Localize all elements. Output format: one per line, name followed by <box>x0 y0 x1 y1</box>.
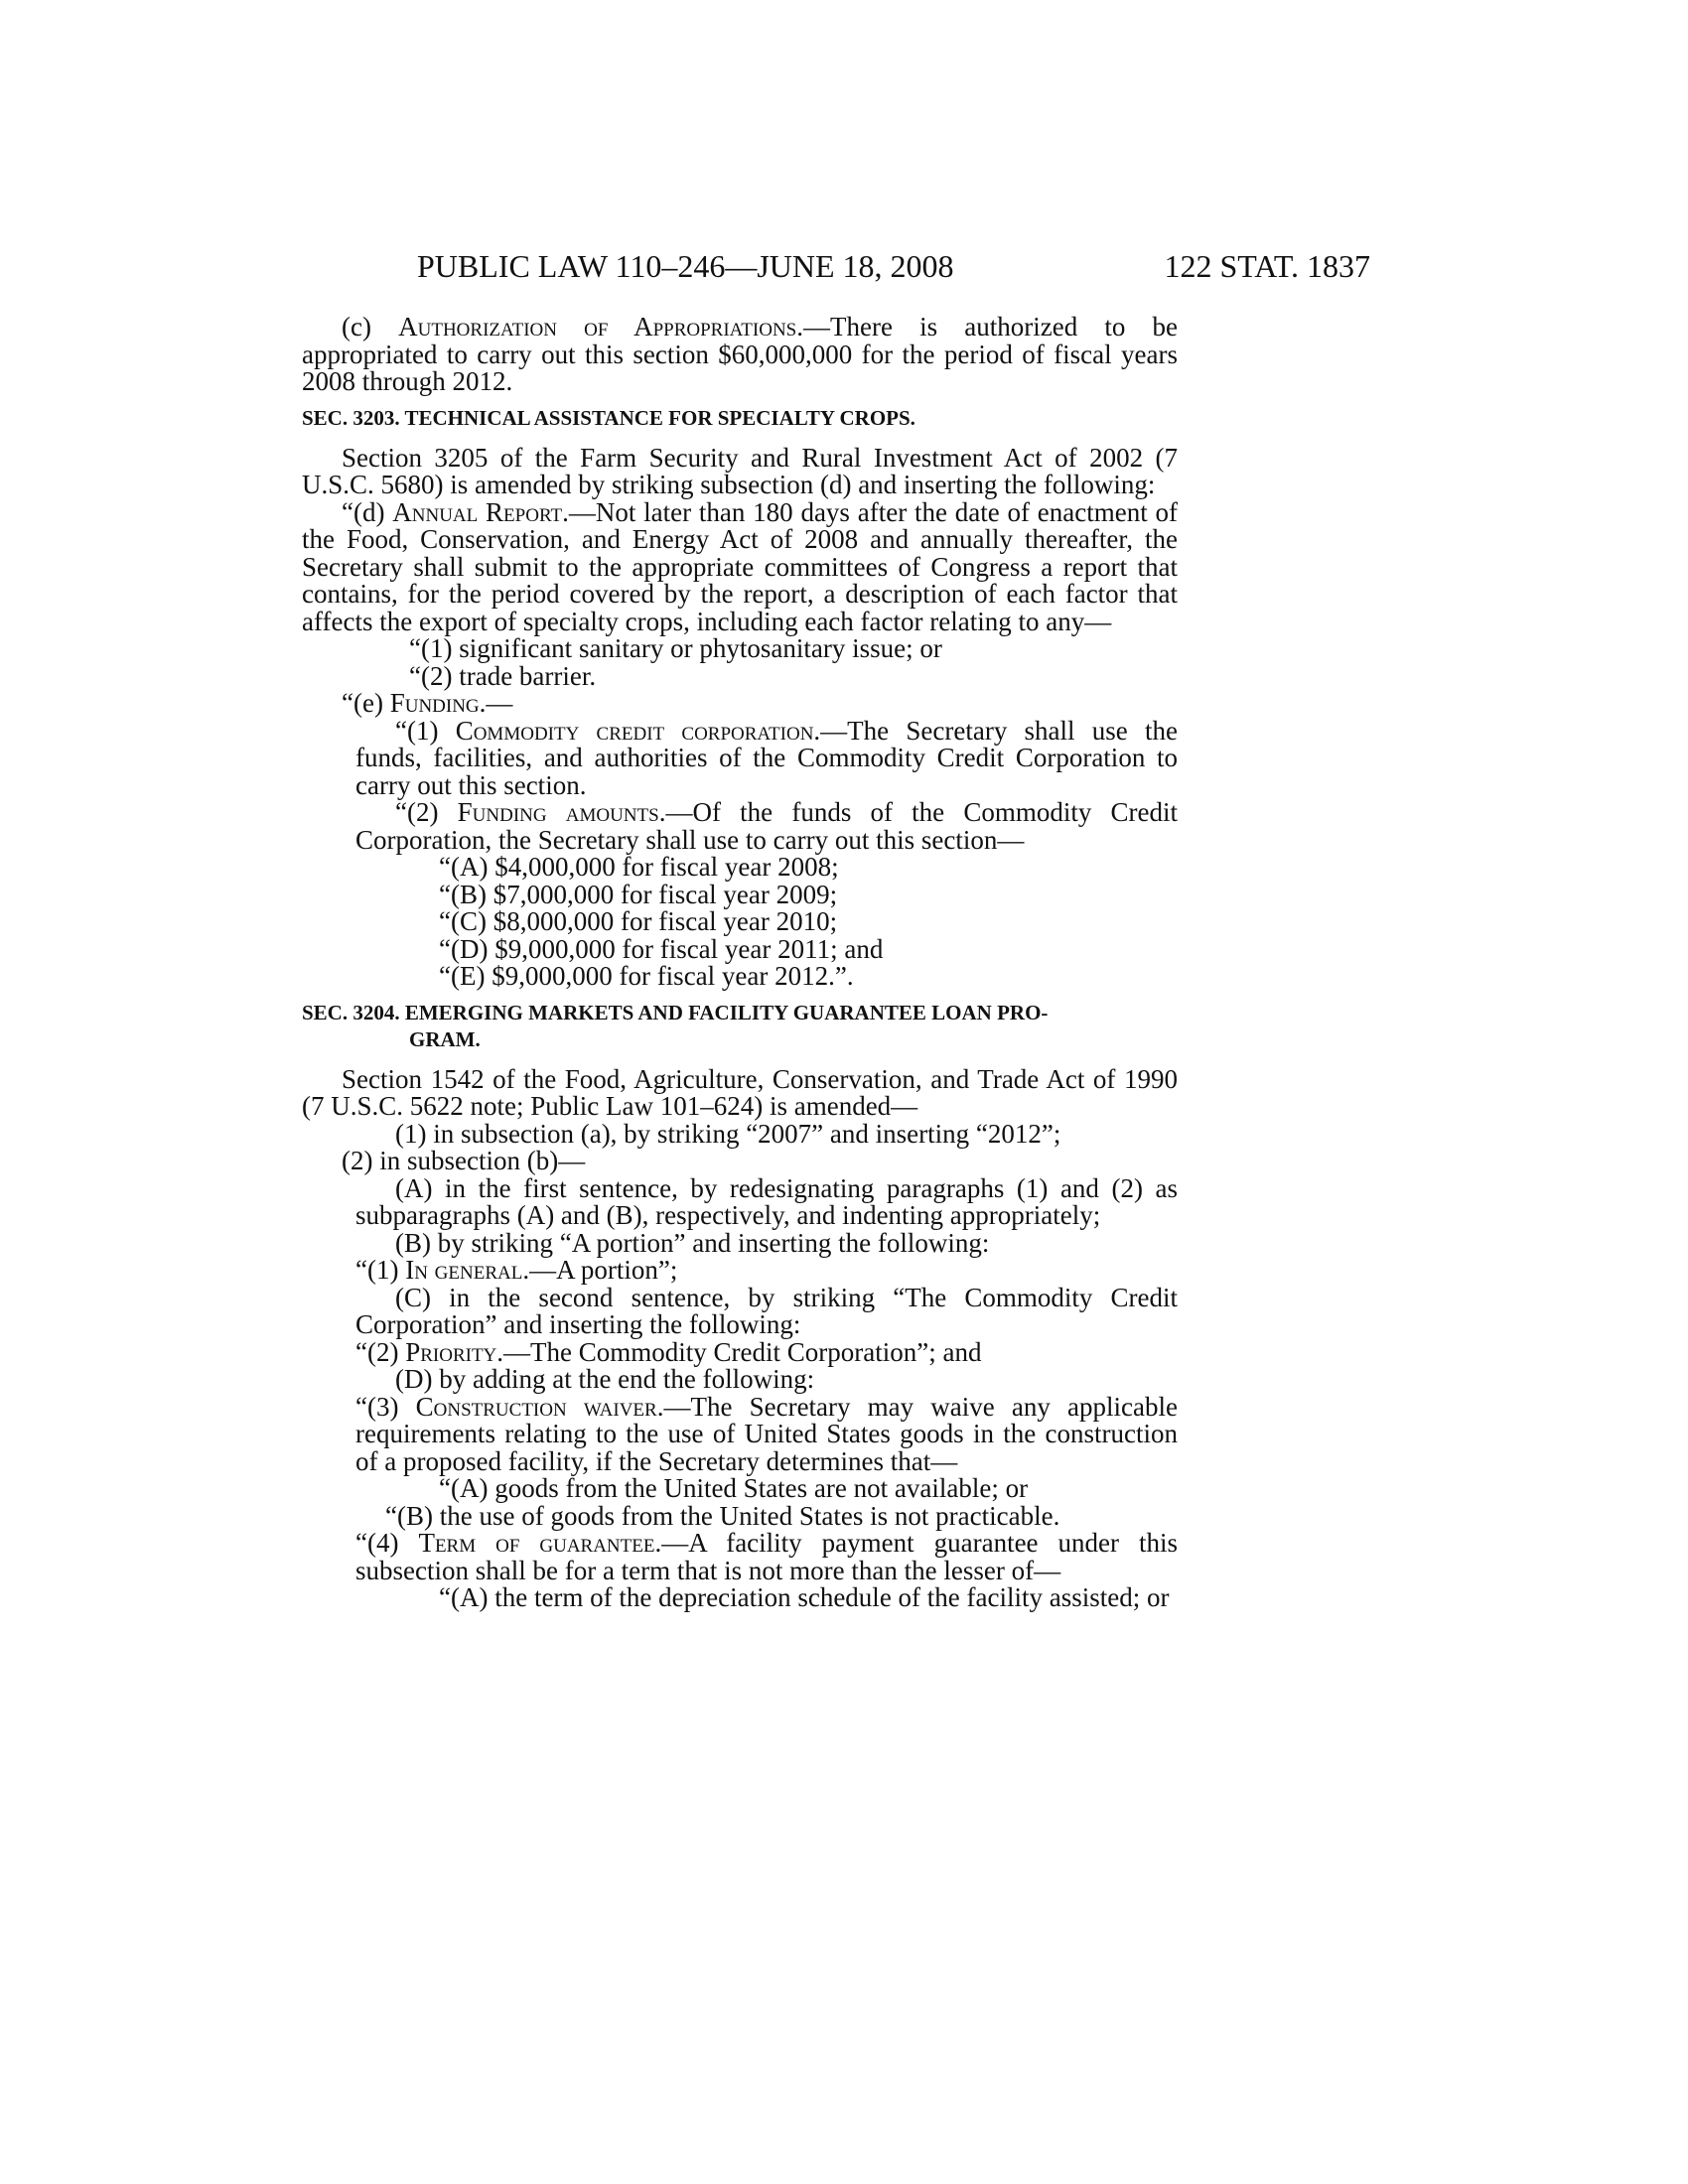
paragraph-heading: Term of guarantee. <box>418 1528 662 1558</box>
paragraph-lead: “(1) <box>395 715 456 746</box>
paragraph-heading: Funding amounts. <box>457 797 666 827</box>
public-law-title: PUBLIC LAW 110–246—JUNE 18, 2008 <box>417 248 954 284</box>
quoted-paragraph-3-item-b: “(B) the use of goods from the United States is not practicable. <box>385 1500 1060 1531</box>
quoted-paragraph-4-item-a: “(A) the term of the depreciation schedule of the facility assisted; or <box>439 1582 1170 1612</box>
section-3203-intro: Section 3205 of the Farm Security and Rural Investment Act of 2002 (7 U.S.C. 5680) is amended by striking subsection (d) and inserting the following: <box>302 442 1178 499</box>
paragraph-lead: (c) <box>342 312 399 341</box>
paragraph-lead: “(3) <box>355 1391 416 1422</box>
paragraph-lead: “(2) <box>355 1336 406 1367</box>
quoted-paragraph-2 <box>302 1336 1178 1367</box>
paragraph-c-authorization <box>302 314 1178 396</box>
paragraph-text: —Of the funds of the Commodity Credit Corporation, the Secretary shall use to carry out this section— <box>355 797 1179 855</box>
paragraph-lead: “(1) <box>355 1255 406 1285</box>
section-3204-intro: Section 1542 of the Food, Agriculture, Conservation, and Trade Act of 1990 (7 U.S.C. 5622 note; Public Law 101–624) is amended— <box>302 1063 1178 1121</box>
quoted-paragraph-3 <box>302 1391 1178 1476</box>
section-3204-title <box>302 1000 1178 1053</box>
paragraph-heading: Authorization of Appropriations. <box>398 312 803 341</box>
section-title-line: SEC. 3204. EMERGING MARKETS AND FACILITY GUARANTEE LOAN PRO- <box>302 1000 1049 1024</box>
funding-amount-c: “(C) $8,000,000 for fiscal year 2010; <box>439 906 838 936</box>
paragraph-text: —The Secretary shall use the funds, facilities, and authorities of the Commodity Credit Corporation to carry out this section. <box>355 715 1178 800</box>
paragraph-text: —Not later than 180 days after the date of enactment of the Food, Conservation, and Energy Act of 2008 and annually thereafter, the Secretary shall submit to the appropriate committees of Congress a report that contains, for the period covered by the report, a description of each factor that affects the export of specialty crops, including each factor relating to any— <box>302 496 1179 636</box>
section-title-continuation: GRAM. <box>409 1026 481 1051</box>
paragraph-lead: “(e) <box>342 688 390 718</box>
funding-amount-b: “(B) $7,000,000 for fiscal year 2009; <box>439 879 838 909</box>
paragraph-lead: “(2) <box>395 797 458 827</box>
paragraph-lead: “(4) <box>355 1528 419 1558</box>
funding-amount-e: “(E) $9,000,000 for fiscal year 2012.”. <box>439 961 854 991</box>
amendment-item-2d: (D) by adding at the end the following: <box>395 1364 815 1394</box>
paragraph-text: —There is authorized to be appropriated to carry out this section $60,000,000 for the period of fiscal years 2008 through 2012. <box>302 312 1178 396</box>
amendment-item-2: (2) in subsection (b)— <box>342 1146 586 1175</box>
funding-amount-a: “(A) $4,000,000 for fiscal year 2008; <box>439 852 839 882</box>
paragraph-heading: Commodity credit corporation. <box>455 715 821 746</box>
subsection-d-item-1: “(1) significant sanitary or phytosanitary issue; or <box>409 633 942 663</box>
amendment-item-1: (1) in subsection (a), by striking “2007” and inserting “2012”; <box>395 1118 1061 1149</box>
paragraph-heading: Funding. <box>389 688 487 718</box>
funding-amount-d: “(D) $9,000,000 for fiscal year 2011; and <box>439 933 884 964</box>
paragraph-heading: Construction waiver. <box>415 1391 664 1422</box>
running-header <box>417 244 1370 288</box>
subsection-e-funding <box>302 690 1178 718</box>
paragraph-text: — <box>486 688 513 718</box>
subsection-d-annual-report <box>302 496 1179 636</box>
paragraph-text: —A portion”; <box>529 1255 678 1285</box>
quoted-paragraph-3-item-a: “(A) goods from the United States are not available; or <box>439 1473 1029 1503</box>
paragraph-text: —A facility payment guarantee under this subsection shall be for a term that is not more than the lesser of— <box>355 1528 1178 1585</box>
quoted-paragraph-4 <box>302 1530 1178 1584</box>
subsection-e-item-1 <box>302 715 1178 800</box>
paragraph-text: —The Commodity Credit Corporation”; and <box>503 1336 982 1367</box>
paragraph-text: —The Secretary may waive any applicable requirements relating to the use of United States goods in the construction of a proposed facility, if the Secretary determines that— <box>355 1391 1178 1476</box>
subsection-d-item-2: “(2) trade barrier. <box>409 660 597 691</box>
paragraph-lead: “(d) <box>342 496 393 527</box>
quoted-paragraph-1 <box>302 1257 1178 1285</box>
document-body <box>302 314 1178 1612</box>
paragraph-heading: In general. <box>405 1255 530 1285</box>
subsection-e-item-2 <box>302 799 1178 854</box>
amendment-item-2c: (C) in the second sentence, by striking “The Commodity Credit Corporation” and inserting the following: <box>355 1282 1178 1339</box>
paragraph-heading: Annual Report. <box>392 496 569 527</box>
amendment-item-2a: (A) in the first sentence, by redesignating paragraphs (1) and (2) as subparagraphs (A) and (B), respectively, and indenting appropriately; <box>355 1172 1178 1230</box>
amendment-item-2b: (B) by striking “A portion” and inserting the following: <box>395 1227 990 1258</box>
section-3203-title: SEC. 3203. TECHNICAL ASSISTANCE FOR SPECIALTY CROPS. <box>302 405 915 430</box>
paragraph-heading: Priority. <box>405 1336 504 1367</box>
statute-page-number: 122 STAT. 1837 <box>1164 248 1370 284</box>
